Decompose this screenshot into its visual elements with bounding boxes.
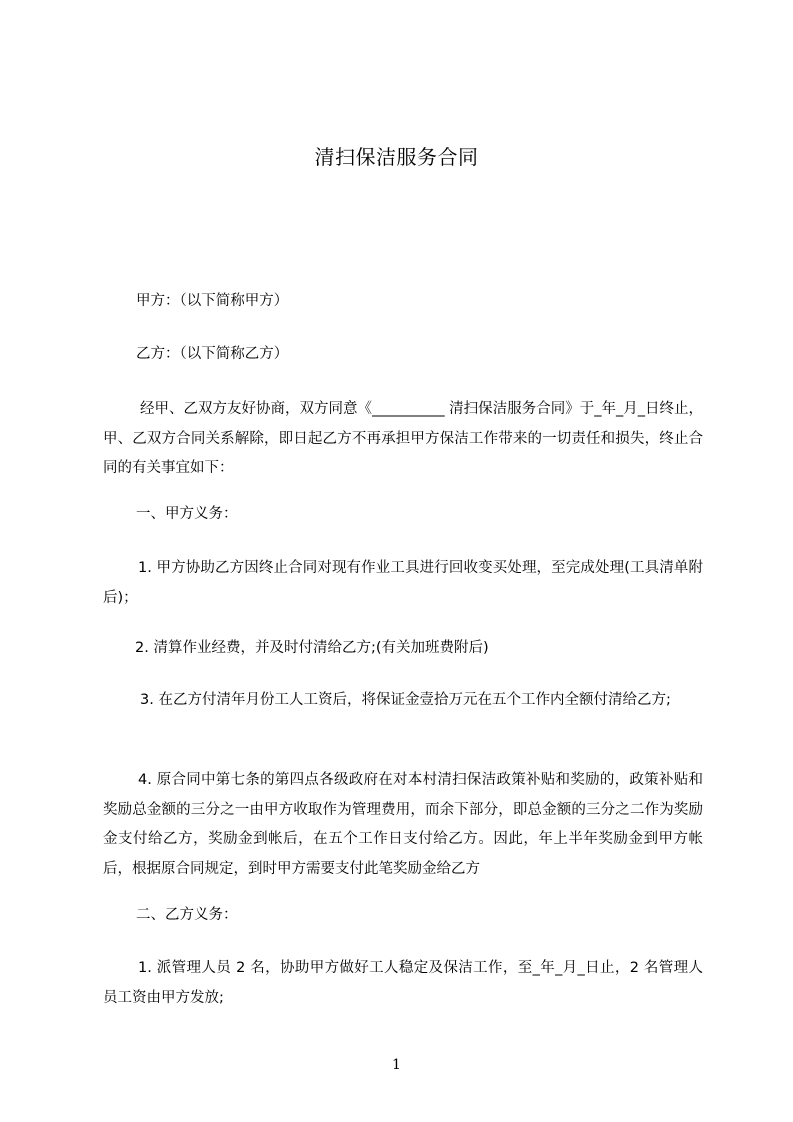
section-a-heading: 一、甲方义务： (136, 506, 238, 522)
party-a-line: 甲方：（以下简称甲方） (136, 293, 289, 309)
section-a-item-1: 1. 甲方协助乙方因终止合同对现有作业工具进行回收变买处理，至完成处理(工具清单附后)； (103, 560, 703, 606)
section-a-item-3: 3. 在乙方付清年月份工人工资后，将保证金壹拾万元在五个工作内全额付清给乙方; (140, 692, 671, 708)
section-b-heading: 二、乙方义务： (136, 907, 238, 923)
section-a-item-2: 2. 清算作业经费，并及时付清给乙方;(有关加班费附后) (135, 640, 489, 656)
section-b-item-1: 1. 派管理人员 2 名，协助甲方做好工人稳定及保洁工作，至_年_月_日止，2 名管理人员工资由甲方发放; (103, 960, 703, 1006)
section-a-item-4: 4. 原合同中第七条的第四点各级政府在对本村清扫保洁政策补贴和奖励的，政策补贴和奖励总金额的三分之一由甲方收取作为管理费用，而余下部分，即总金额的三分之二作为奖励金支付给乙方，奖励金到帐后，在五个工作日支付给乙方。因此，年上半年奖励金到甲方帐后，根据原合同规定，到时甲方需要支付此笔奖励金给乙方 (103, 772, 703, 877)
page-number: 1 (392, 1057, 401, 1073)
document-title: 清扫保洁服务合同 (314, 145, 479, 169)
intro-paragraph: 经甲、乙双方友好协商，双方同意《__________ 清扫保洁服务合同》于_年_月_日终止，甲、乙双方合同关系解除，即日起乙方不再承担甲方保洁工作带来的一切责任和损失，终止合同的有关事宜如下： (103, 401, 703, 476)
party-b-line: 乙方：（以下简称乙方） (136, 346, 289, 362)
